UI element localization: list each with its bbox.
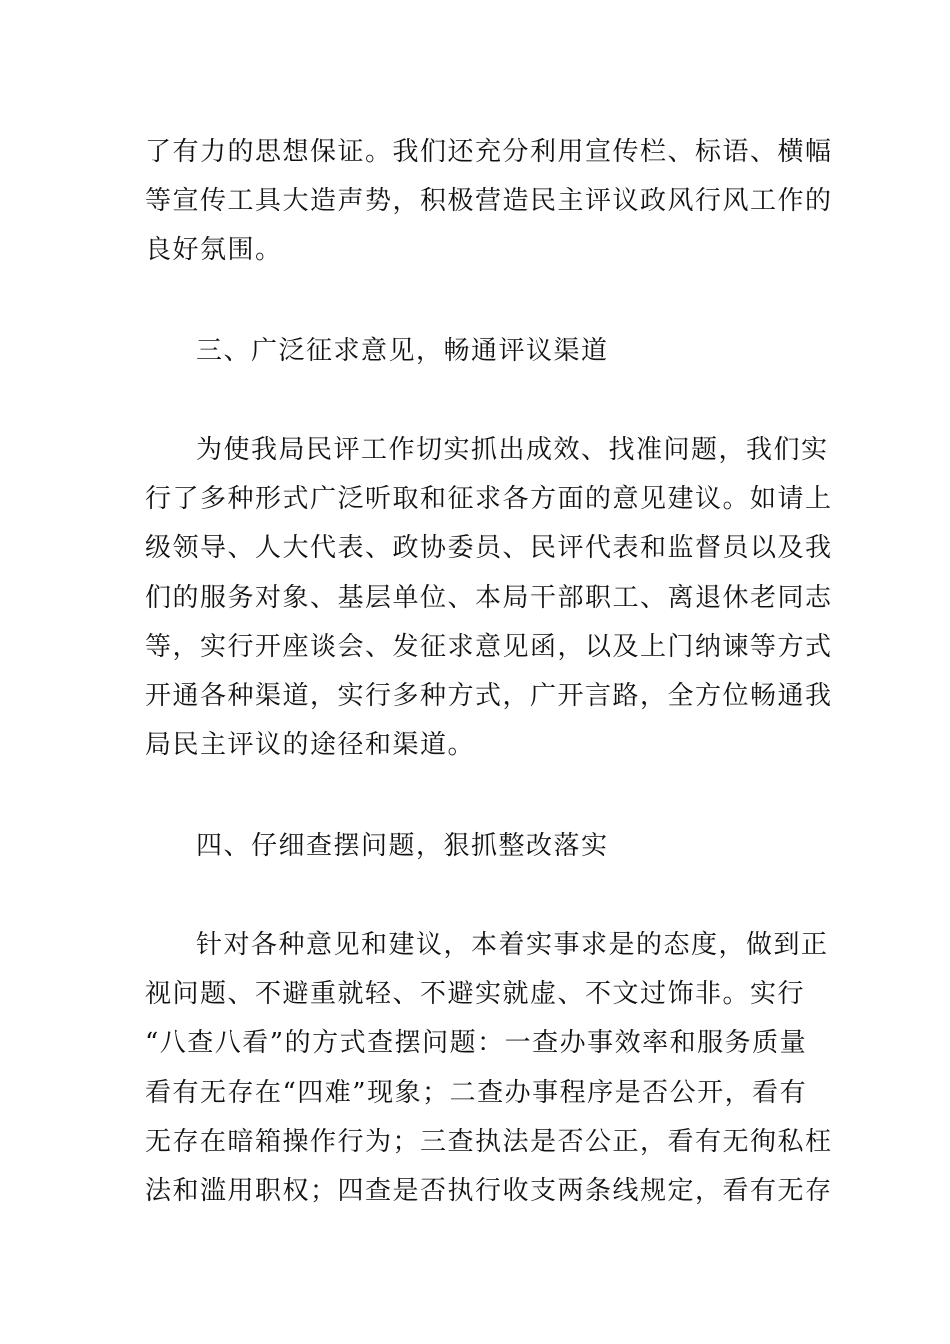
paragraph-3-line-1: 针对各种意见和建议，本着实事求是的态度，做到正 bbox=[196, 930, 829, 960]
paragraph-2-line-6: 开通各种渠道，实行多种方式，广开言路，全方位畅通我 bbox=[145, 681, 833, 711]
paragraph-3-line-2: 视问题、不避重就轻、不避实就虚、不文过饰非。实行 bbox=[145, 979, 806, 1009]
paragraph-1-line-1: 了有力的思想保证。我们还充分利用宣传栏、标语、横幅 bbox=[145, 137, 833, 167]
paragraph-3-line-5: 无存在暗箱操作行为；三查执法是否公正，看有无徇私枉 bbox=[145, 1127, 833, 1157]
paragraph-1-line-2: 等宣传工具大造声势，积极营造民主评议政风行风工作的 bbox=[145, 186, 833, 216]
paragraph-3-line-6: 法和滥用职权；四查是否执行收支两条线规定，看有无存 bbox=[145, 1176, 833, 1206]
paragraph-2-line-1: 为使我局民评工作切实抓出成效、找准问题，我们实 bbox=[196, 435, 829, 465]
paragraph-3-line-3: “八查八看”的方式查摆问题：一查办事效率和服务质量 bbox=[145, 1028, 808, 1058]
paragraph-2-line-3: 级领导、人大代表、政协委员、民评代表和监督员以及我 bbox=[145, 533, 833, 563]
paragraph-2-line-7: 局民主评议的途径和渠道。 bbox=[145, 730, 476, 760]
paragraph-1-line-3: 良好氛围。 bbox=[145, 235, 283, 265]
paragraph-2-line-5: 等，实行开座谈会、发征求意见函，以及上门纳谏等方式 bbox=[145, 632, 833, 662]
section-heading-4: 四、仔细查摆问题，狠抓整改落实 bbox=[196, 831, 609, 861]
section-heading-3: 三、广泛征求意见，畅通评议渠道 bbox=[196, 336, 609, 366]
paragraph-2-line-4: 们的服务对象、基层单位、本局干部职工、离退休老同志 bbox=[145, 583, 833, 613]
paragraph-2-line-2: 行了多种形式广泛听取和征求各方面的意见建议。如请上 bbox=[145, 484, 833, 514]
paragraph-3-line-4: 看有无存在“四难”现象；二查办事程序是否公开，看有 bbox=[145, 1078, 808, 1108]
